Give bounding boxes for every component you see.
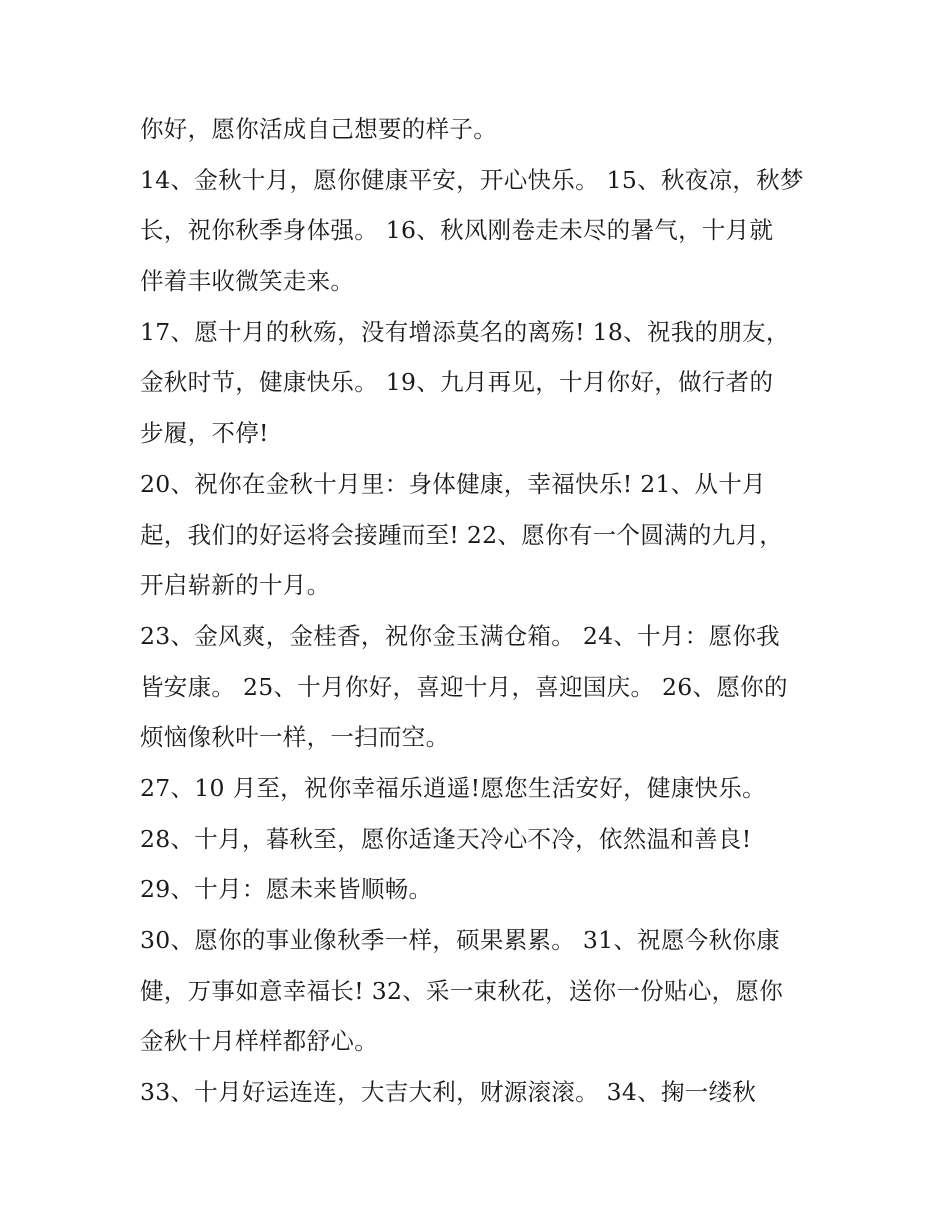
- text-line: 起，我们的好运将会接踵而至! 22、愿你有一个圆满的九月，: [140, 520, 784, 549]
- text-line: 健，万事如意幸福长! 32、采一束秋花，送你一份贴心，愿你: [140, 976, 784, 1005]
- text-line: 开启崭新的十月。: [140, 571, 331, 600]
- text-line: 伴着丰收微笑走来。: [140, 267, 355, 296]
- text-line: 30、愿你的事业像秋季一样，硕果累累。 31、祝愿今秋你康: [140, 926, 780, 954]
- text-line: 17、愿十月的秋殇，没有增添莫名的离殇! 18、祝我的朋友，: [140, 317, 790, 346]
- text-line: 27、10 月至，祝你幸福乐逍遥!愿您生活安好，健康快乐。: [140, 773, 766, 802]
- text-line: 14、金秋十月，愿你健康平安，开心快乐。 15、秋夜凉，秋梦: [140, 165, 804, 194]
- text-line: 金秋时节，健康快乐。 19、九月再见，十月你好，做行者的: [140, 368, 774, 397]
- text-line: 烦恼像秋叶一样，一扫而空。: [140, 723, 450, 752]
- document-body: [140, 104, 820, 1118]
- text-line: 20、祝你在金秋十月里：身体健康，幸福快乐! 21、从十月: [140, 469, 766, 498]
- text-line: 23、金风爽，金桂香，祝你金玉满仓箱。 24、十月：愿你我: [140, 621, 780, 650]
- text-line: 33、十月好运连连，大吉大利，财源滚滚。 34、掬一缕秋: [140, 1078, 757, 1107]
- text-line: 28、十月，暮秋至，愿你适逢天冷心不冷，依然温和善良!: [140, 824, 752, 853]
- text-line: 金秋十月样样都舒心。: [140, 1027, 378, 1056]
- text-line: 长，祝你秋季身体强。 16、秋风刚卷走未尽的暑气，十月就: [140, 216, 774, 245]
- text-line: 你好，愿你活成自己想要的样子。: [140, 115, 497, 143]
- text-line: 步履，不停!: [140, 419, 269, 448]
- text-line: 皆安康。 25、十月你好，喜迎十月，喜迎国庆。 26、愿你的: [140, 672, 788, 701]
- text-line: 29、十月：愿未来皆顺畅。: [140, 875, 433, 904]
